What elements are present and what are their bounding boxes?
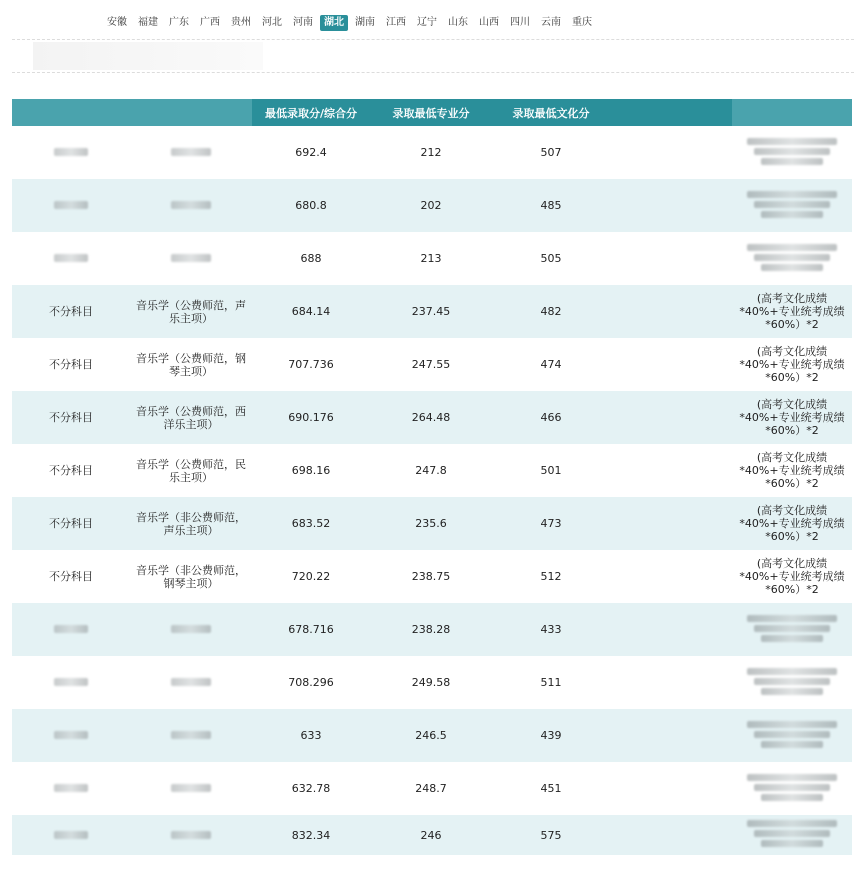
table-header-row — [12, 99, 852, 126]
cell-subject: 不分科目 — [49, 305, 93, 318]
cell-min-major-score: 235.6 — [415, 517, 447, 530]
province-tab[interactable]: 山东 — [448, 17, 468, 28]
province-tab[interactable]: 贵州 — [231, 17, 251, 28]
cell-min-major-score: 212 — [420, 146, 442, 159]
cell-subject: 不分科目 — [49, 358, 93, 371]
cell-empty — [610, 762, 732, 815]
cell-subject — [12, 762, 130, 815]
cell-min-score: 683.52 — [291, 517, 331, 530]
cell-min-score: 680.8 — [295, 199, 327, 212]
cell-min-score: 692.4 — [295, 146, 327, 159]
cell-min-major-score: 202 — [420, 199, 442, 212]
cell-formula — [732, 762, 852, 815]
cell-min-score: 633 — [300, 729, 322, 742]
cell-major — [130, 815, 252, 855]
cell-min-culture-score: 473 — [540, 517, 562, 530]
table-row — [12, 126, 852, 179]
cell-formula — [732, 179, 852, 232]
province-tab[interactable]: 湖北 — [320, 15, 348, 31]
cell-empty — [610, 232, 732, 285]
cell-min-major-score: 238.28 — [411, 623, 451, 636]
table-row — [12, 603, 852, 656]
cell-formula: (高考文化成绩*40%+专业统考成绩*60%）*2 — [739, 398, 845, 437]
header-empty — [610, 99, 732, 126]
cell-min-culture-score: 575 — [540, 828, 562, 842]
cell-major: 音乐学（公费师范，西洋乐主项） — [136, 404, 246, 431]
province-tab[interactable]: 广西 — [200, 17, 220, 28]
cell-empty — [610, 285, 732, 338]
cell-formula — [732, 709, 852, 762]
cell-major — [130, 603, 252, 656]
cell-formula — [732, 232, 852, 285]
cell-subject: 不分科目 — [49, 570, 93, 583]
province-tabs — [103, 14, 599, 32]
table-row — [12, 656, 852, 709]
cell-major — [130, 656, 252, 709]
cell-min-culture-score: 507 — [540, 146, 562, 159]
header-min-score: 最低录取分/综合分 — [252, 99, 370, 126]
table-row — [12, 815, 852, 855]
cell-min-score: 690.176 — [288, 411, 334, 424]
province-tab[interactable]: 辽宁 — [417, 17, 437, 28]
cell-min-score: 720.22 — [291, 570, 331, 583]
table-row — [12, 179, 852, 232]
table-row — [12, 285, 852, 338]
cell-subject — [12, 656, 130, 709]
cell-min-major-score: 249.58 — [411, 676, 451, 689]
cell-min-major-score: 247.8 — [415, 464, 447, 477]
cell-empty — [610, 126, 732, 179]
cell-min-culture-score: 466 — [540, 411, 562, 424]
cell-empty — [610, 709, 732, 762]
cell-min-culture-score: 512 — [540, 570, 562, 583]
cell-min-culture-score: 451 — [540, 782, 562, 795]
province-tab[interactable]: 四川 — [510, 17, 530, 28]
header-major — [130, 99, 252, 126]
cell-min-culture-score: 474 — [540, 358, 562, 371]
cell-min-culture-score: 439 — [540, 729, 562, 742]
cell-min-score: 684.14 — [291, 305, 331, 318]
header-min-major-score: 录取最低专业分 — [370, 99, 492, 126]
table-row — [12, 762, 852, 815]
table-row — [12, 338, 852, 391]
cell-subject — [12, 815, 130, 855]
cell-formula — [732, 126, 852, 179]
cell-subject — [12, 126, 130, 179]
cell-formula: (高考文化成绩*40%+专业统考成绩*60%）*2 — [739, 504, 845, 543]
cell-major: 音乐学（公费师范，声乐主项） — [136, 298, 246, 325]
cell-min-culture-score: 482 — [540, 305, 562, 318]
cell-min-culture-score: 505 — [540, 252, 562, 265]
cell-subject — [12, 709, 130, 762]
cell-empty — [610, 550, 732, 603]
cell-min-major-score: 246.5 — [415, 729, 447, 742]
cell-min-score: 698.16 — [291, 464, 331, 477]
table-row — [12, 709, 852, 762]
divider — [12, 72, 854, 73]
province-tab[interactable]: 湖南 — [355, 17, 375, 28]
province-tab[interactable]: 福建 — [138, 17, 158, 28]
table-row — [12, 550, 852, 603]
cell-major: 音乐学（非公费师范，钢琴主项） — [136, 563, 246, 590]
cell-subject — [12, 179, 130, 232]
cell-major: 音乐学（非公费师范，声乐主项） — [136, 510, 246, 537]
province-tab[interactable]: 江西 — [386, 17, 406, 28]
table-row — [12, 391, 852, 444]
cell-empty — [610, 815, 732, 855]
cell-min-score: 707.736 — [288, 358, 334, 371]
cell-formula: (高考文化成绩*40%+专业统考成绩*60%）*2 — [739, 292, 845, 331]
cell-formula — [732, 603, 852, 656]
cell-major — [130, 762, 252, 815]
cell-min-culture-score: 501 — [540, 464, 562, 477]
cell-min-culture-score: 433 — [540, 623, 562, 636]
province-tab[interactable]: 广东 — [169, 17, 189, 28]
cell-empty — [610, 391, 732, 444]
cell-empty — [610, 179, 732, 232]
cell-min-culture-score: 511 — [540, 676, 562, 689]
table-row — [12, 232, 852, 285]
cell-min-major-score: 248.7 — [415, 782, 447, 795]
admission-score-table — [12, 99, 852, 855]
table-row — [12, 444, 852, 497]
cell-min-major-score: 213 — [420, 252, 442, 265]
cell-empty — [610, 656, 732, 709]
cell-min-major-score: 246 — [420, 828, 442, 842]
cell-min-culture-score: 485 — [540, 199, 562, 212]
cell-empty — [610, 603, 732, 656]
header-subject — [12, 99, 130, 126]
cell-major — [130, 179, 252, 232]
province-tab[interactable]: 重庆 — [572, 17, 592, 28]
cell-subject: 不分科目 — [49, 517, 93, 530]
cell-subject — [12, 232, 130, 285]
header-formula — [732, 99, 852, 126]
cell-formula — [732, 815, 852, 855]
cell-subject: 不分科目 — [49, 411, 93, 424]
cell-major — [130, 232, 252, 285]
divider — [12, 39, 854, 40]
cell-major — [130, 126, 252, 179]
cell-major: 音乐学（公费师范，钢琴主项） — [136, 351, 246, 378]
province-tab[interactable]: 云南 — [541, 17, 561, 28]
cell-subject: 不分科目 — [49, 464, 93, 477]
cell-min-score: 832.34 — [291, 828, 331, 842]
cell-min-score: 678.716 — [288, 623, 334, 636]
blurred-region — [33, 42, 263, 70]
province-tab[interactable]: 安徽 — [107, 17, 127, 28]
header-min-culture-score: 录取最低文化分 — [492, 99, 610, 126]
cell-min-major-score: 237.45 — [411, 305, 451, 318]
province-tab[interactable]: 河北 — [262, 17, 282, 28]
table-row — [12, 497, 852, 550]
cell-empty — [610, 338, 732, 391]
cell-formula — [732, 656, 852, 709]
province-tab[interactable]: 山西 — [479, 17, 499, 28]
cell-empty — [610, 497, 732, 550]
cell-min-major-score: 238.75 — [411, 570, 451, 583]
cell-major: 音乐学（公费师范，民乐主项） — [136, 457, 246, 484]
cell-min-score: 688 — [300, 252, 322, 265]
cell-min-major-score: 247.55 — [411, 358, 451, 371]
province-tab[interactable]: 河南 — [293, 17, 313, 28]
cell-formula: (高考文化成绩*40%+专业统考成绩*60%）*2 — [739, 557, 845, 596]
cell-major — [130, 709, 252, 762]
cell-formula: (高考文化成绩*40%+专业统考成绩*60%）*2 — [739, 451, 845, 490]
cell-min-score: 632.78 — [291, 782, 331, 795]
cell-formula: (高考文化成绩*40%+专业统考成绩*60%）*2 — [739, 345, 845, 384]
cell-subject — [12, 603, 130, 656]
cell-min-score: 708.296 — [288, 676, 334, 689]
cell-min-major-score: 264.48 — [411, 411, 451, 424]
cell-empty — [610, 444, 732, 497]
